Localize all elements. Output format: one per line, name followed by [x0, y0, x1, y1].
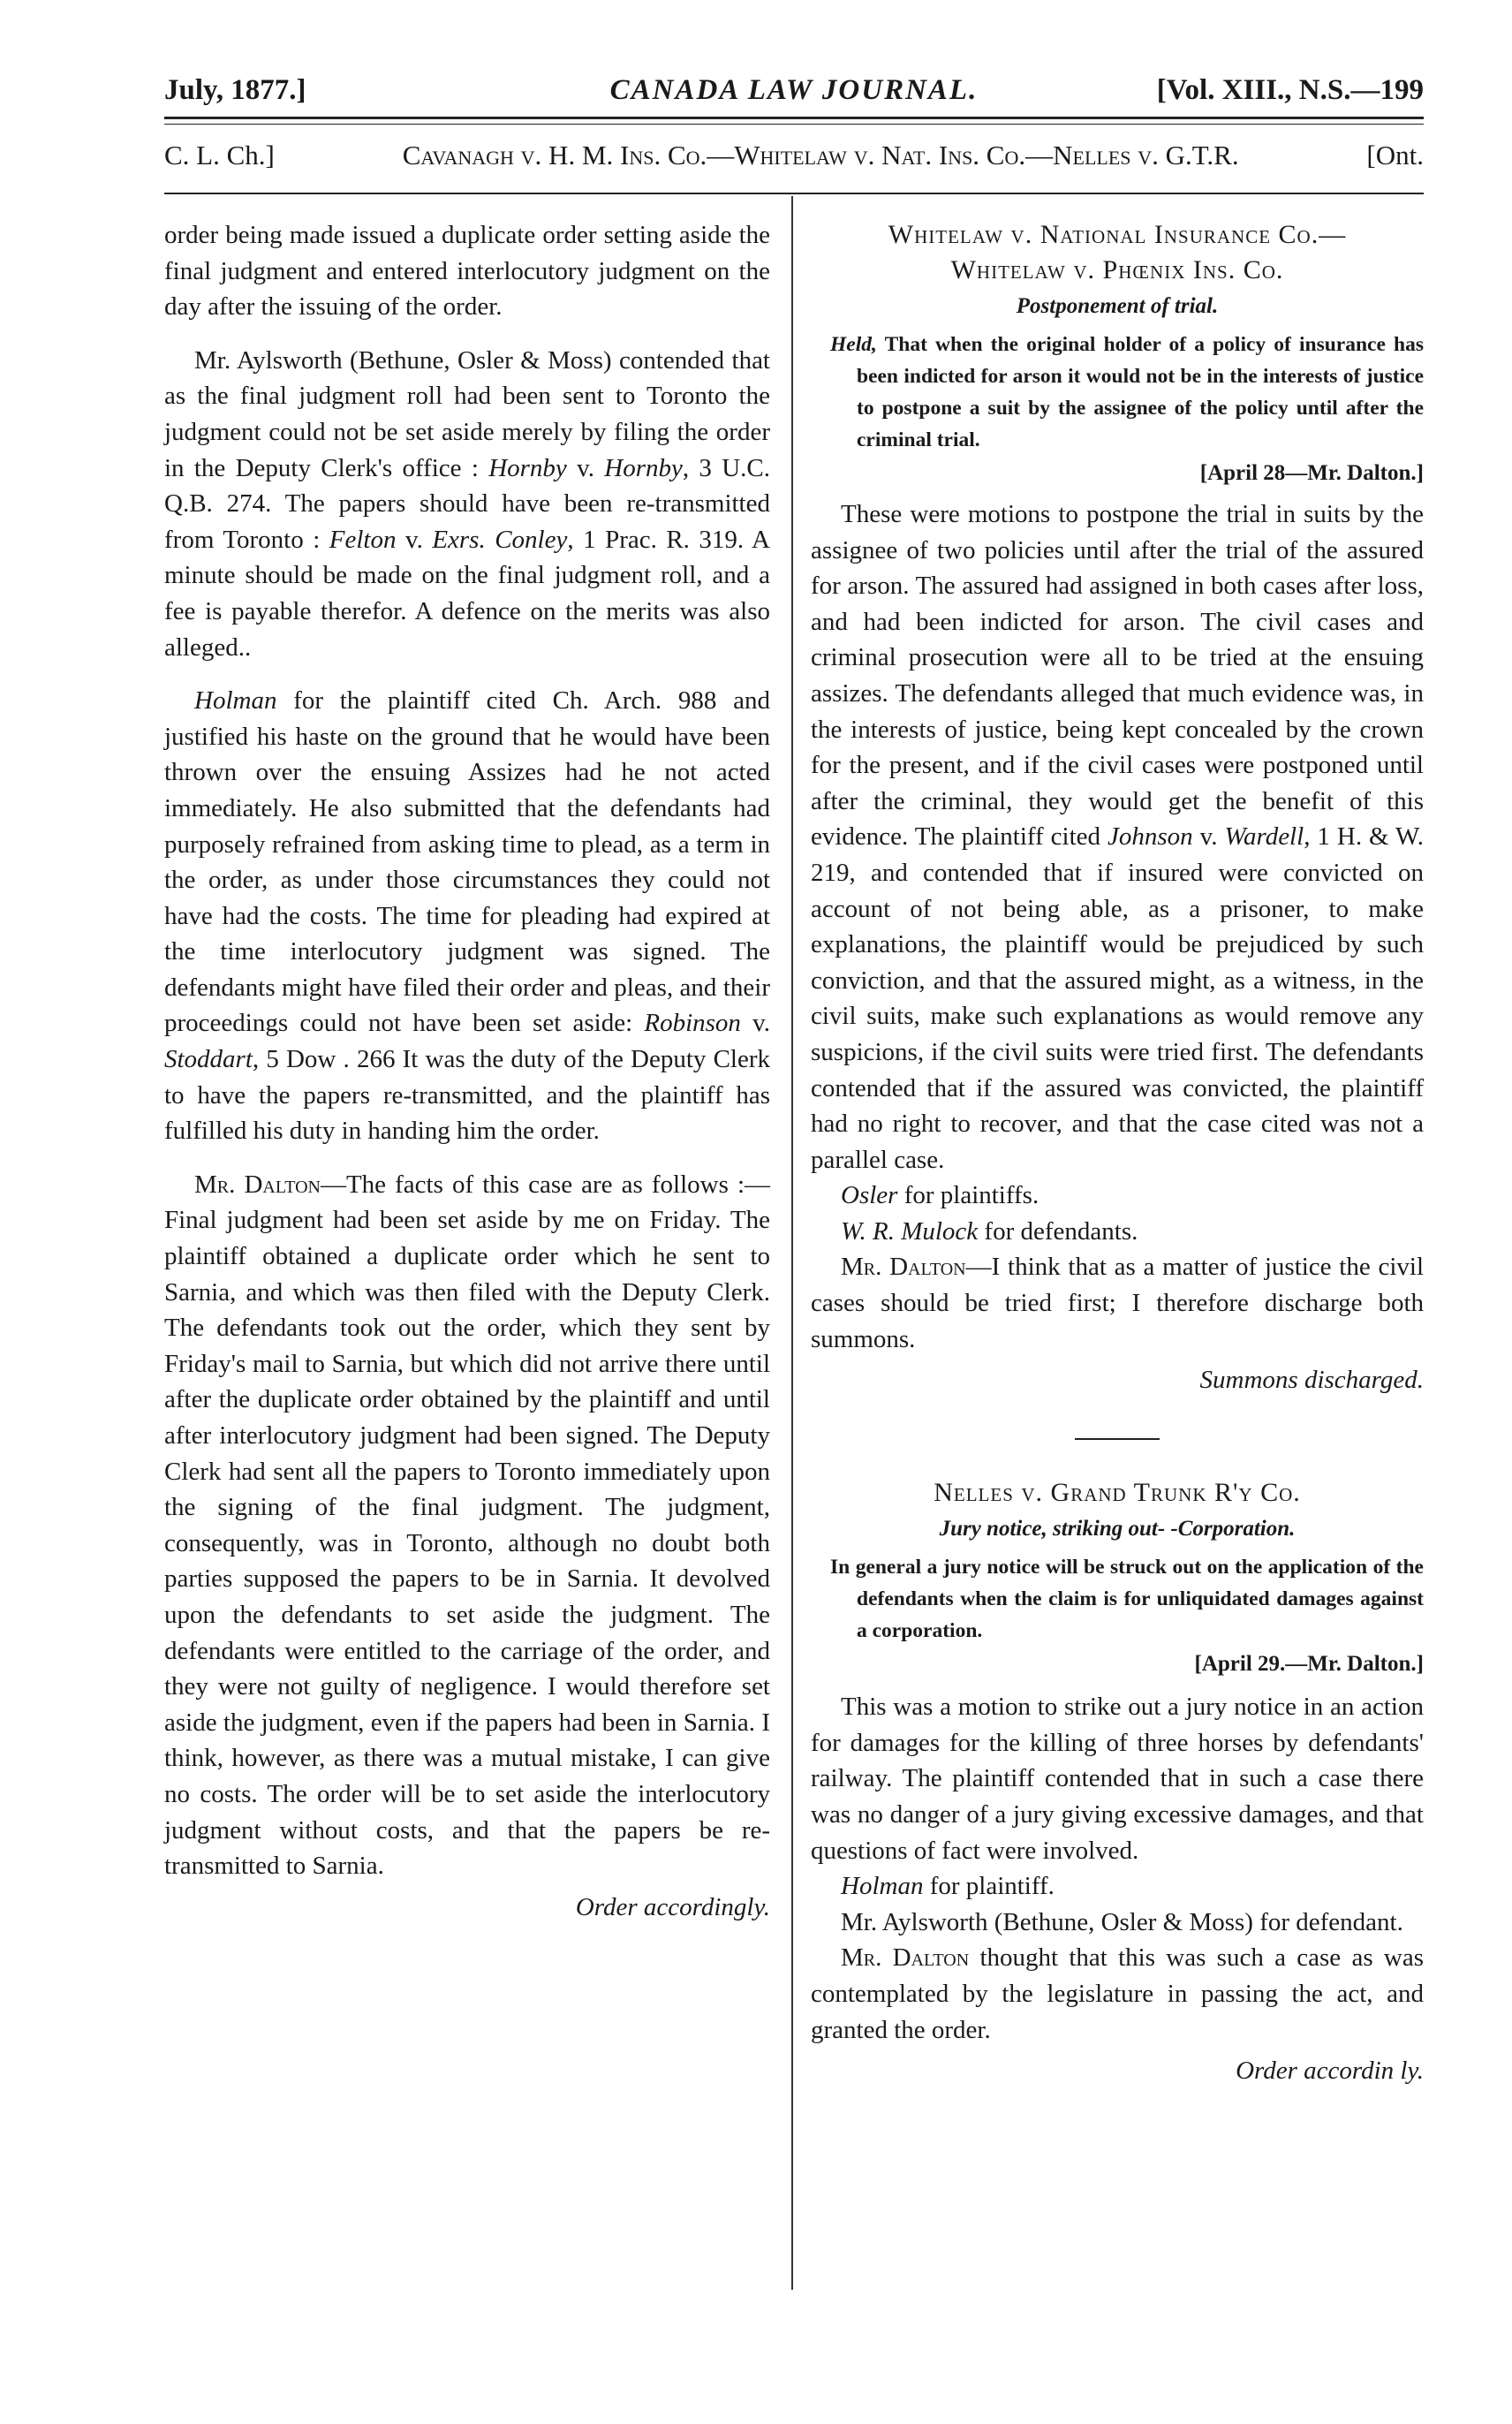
judgment-paragraph: Mr. Dalton—The facts of this case are as follows :—Final judgment had been set aside by me on Friday. The plaintiff obtained a duplicate order which he sent to Sarnia, and which was then filed with the Deputy Clerk. The defendants took out the order, which they sent by Friday's mail to Sarnia, but which did not arrive there until after the duplicate order obtained by the plaintiff and until after interlocutory judgment had been signed. The Deputy Clerk had sent all the papers to Toronto immediately upon the signing of the final judgment. The judgment, consequently, was in Toronto, although no doubt both parties supposed the papers to be in Sarnia. It devolved upon the defendants to set aside the judgment. The defendants were entitled to the carriage of the order, and they were not guilty of negligence. I would therefore set aside the judgment, even if the papers had been in Sarnia. I think, however, as there was a mutual mistake, I can give no costs. The order will be to set aside the interlocutory judgment without costs, and that the papers be re-transmitted to Sarnia.	[164, 1170, 770, 1881]
paragraph: order being made issued a duplicate order setting aside the final judgment and entered interlocutory judgment on the day after the issuing of the order.	[164, 221, 770, 322]
case-subhead: Postponement of trial.	[1016, 294, 1219, 318]
case-subhead: Jury notice, striking out- -Corporation.	[939, 1517, 1296, 1542]
counsel-line: Osler for plaintiffs.	[841, 1181, 1040, 1210]
case-header-rule	[164, 193, 1424, 194]
counsel-line: Holman for plaintiff.	[841, 1872, 1055, 1901]
volume-page-number: [Vol. XIII., N.S.—199	[1156, 74, 1424, 106]
counsel-line: W. R. Mulock for defendants.	[841, 1216, 1138, 1246]
right-column	[811, 217, 1424, 2088]
column-divider	[791, 196, 793, 2290]
issue-date: July, 1877.]	[164, 74, 306, 106]
judgment-paragraph: Mr. Dalton—I think that as a matter of justice the civil cases should be tried first; I therefore discharge both summons.	[811, 1253, 1425, 1353]
order-result: Order accordingly.	[575, 1892, 770, 1921]
case-title: Nelles v. Grand Trunk R'y Co.	[934, 1478, 1301, 1508]
paragraph: Mr. Aylsworth (Bethune, Osler & Moss) contended that as the final judgment roll had been sent to Toronto the judgment could not be set aside merely by filing the order in the Deputy Clerk's office : Hornby v. Hornby, 3 U.C. Q.B. 274. The papers should have been re-transmitted from Toronto : Felton v. Exrs. Conley, 1 Prac. R. 319. A minute should be made on the final judgment roll, and a fee is payable therefor. A defence on the merits was also alleged..	[164, 345, 770, 662]
paragraph: These were motions to postpone the trial in suits by the assignee of two policies until after the trial of the assured for arson. The assured had assigned in both cases after loss, and had been indicted for arson. The civil cases and criminal prosecution were all to be tried at the ensuing assizes. The defendants alleged that much evidence was, in the interests of justice, being kept concealed by the crown for the present, and if the civil cases were postponed until after the criminal, they would get the benefit of this evidence. The plaintiff cited Johnson v. Wardell, 1 H. & W. 219, and contended that if insured were convicted on account of not being able, as a prisoner, to make explanations, the plaintiff would be prejudiced by such conviction, and that the assured might, as a witness, in the civil suits, make such explanations as would remove any suspicions, if the civil suits were tried first. The defendants contended that if the assured was convicted, the plaintiff had no right to recover, and that the case cited was not a parallel case.	[811, 500, 1425, 1174]
headnote: Held, That when the original holder of a policy of insurance has been indicted for arson it would not be in the interests of justice to postpone a suit by the assignee of the policy until after the criminal trial.	[830, 333, 1424, 451]
paragraph: This was a motion to strike out a jury notice in an action for damages for the killing of three horses by defendants' railway. The plaintiff contended that in such a case there was no danger of a jury giving excessive damages, and that questions of fact were involved.	[811, 1693, 1424, 1865]
case-names: Cavanagh v. H. M. Ins. Co.—Whitelaw v. Nat. Ins. Co.—Nelles v. G.T.R.	[402, 140, 1239, 170]
counsel-line: Mr. Aylsworth (Bethune, Osler & Moss) for defendant.	[841, 1907, 1403, 1936]
decision-date: [April 28—Mr. Dalton.]	[1199, 461, 1424, 485]
running-head	[164, 74, 1424, 113]
jurisdiction-label: [Ont.	[1366, 140, 1424, 170]
case-title: Whitelaw v. National Insurance Co.— Whitelaw v. Phœnix Ins. Co.	[888, 220, 1347, 284]
decision-date: [April 29.—Mr. Dalton.]	[1194, 1652, 1424, 1677]
left-column	[164, 217, 770, 1925]
journal-title: CANADA LAW JOURNAL.	[609, 74, 979, 106]
section-divider	[1075, 1438, 1160, 1440]
header-rule-thick	[164, 117, 1424, 119]
paragraph: Holman for the plaintiff cited Ch. Arch. 988 and justified his haste on the ground that he would have been thrown over the ensuing Assizes had he not acted immediately. He also submitted that the defendants had purposely refrained from asking time to plead, as a term in the order, as under those circumstances they could not have had the costs. The time for pleading had expired at the time interlocutory judgment was signed. The defendants might have filed their order and pleas, and their proceedings could not have been set aside: Robinson v. Stoddart, 5 Dow . 266 It was the duty of the Deputy Clerk to have the papers re-transmitted, and the plaintiff has fulfilled his duty in handing him the order.	[164, 686, 770, 1146]
judgment-paragraph: Mr. Dalton thought that this was such a case as was contemplated by the legislature in passing the act, and granted the order.	[811, 1943, 1424, 2044]
order-result: Summons discharged.	[1199, 1366, 1424, 1395]
order-result: Order accordin ly.	[1236, 2057, 1424, 2086]
headnote: In general a jury notice will be struck out on the application of the defendants when the claim is for unliquidated damages against a corporation.	[830, 1556, 1424, 1643]
header-rule-thin	[164, 124, 1424, 125]
case-header	[164, 140, 1424, 178]
court-label: C. L. Ch.]	[164, 140, 275, 170]
